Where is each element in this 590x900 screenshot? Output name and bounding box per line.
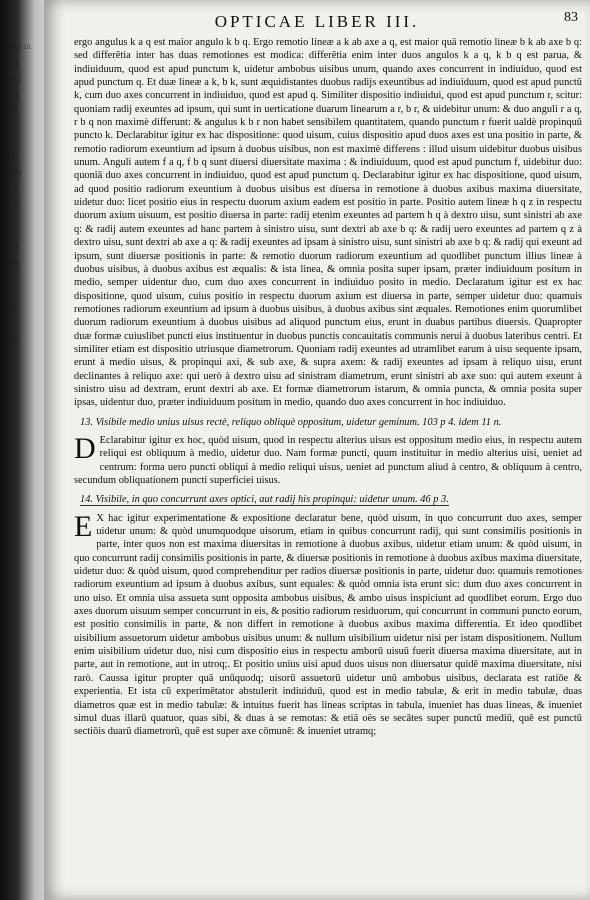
proposition-13: 13. Visibile medio unius uisus rectè, reliquo obliquè oppositum, uidetur geminum. 103 p 4. idem 11 n. [80, 416, 502, 428]
edge-fragment: t in [2, 301, 14, 311]
paragraph-2-text: Eclarabitur igitur ex hoc, quòd uisum, quod in respectu alterius uisus est oppositum medio eius, in respectu autem reliqui est obliquum à medio, uidetur duo. Nam formæ puncti, quum instituitur in medio alterius uisi, ueniet ad centrum: forma uero puncti obliqui à medio reliqui uisus, ueniet ad punctum aliud à centro, & obliquum à centro, secundum obliquationem puncti superficiei uisus. [74, 434, 582, 486]
edge-fragment: abelo in [2, 41, 31, 51]
paragraph-3-text: X hac igitur experimentatione & expositione declaratur bene, quòd uisum, in quo concurrunt duo axes, semper uidetur unum: & quòd unumquodque uisorum, etiam in quibus concurrunt radij, qui sunt consimilis positionis in parte, inter quos non est maxima diuersitas in remotione à duobus axibus, uidetur etiam unum: & quòd uisum, in quo concurrunt radij consimilis positionis in parte, & diuersæ positionis in remotione à duobus axibus maxima diuersitate, uidetur duo: & quòd uisum, quod comprehenditur per radios diuersæ positionis in parte, uidetur duo: quamuis remotiones radiorum exeuntium ad ipsum à duobus axibus, sunt equales: & quòd omnia ista erunt sic: dum duo axes concurrent in uno uiso. Et omnia uisa assueta sunt opposita ambobus uisibus, & ambo uisus inspiciunt ad quodlibet eorum. Ergo duo axes duorum uisuum semper concurrunt in eis, & positio radiorum residuorum, qui concurrunt in communi puncto eorum, est positio consimilis in parte, & non differt in remotione à duobus axibus maxima differentia. Et ideo quodlibet uisibilium assuetorum uidetur ambobus uisibus unum: & nullum uisibilium uidetur nisi per istam dispositionem. Nullum enim uisibilium uidetur duo, nisi cum dispositio eius in respectu amborū uisuū fuerit diuersa maxima diuersitate, aut in parte, aut in remotione, aut in utroq;. Et positio unius uisi apud duos uisus non diuersatur quidē maxima diuersitate, nisi rarò. Caussa igitur propter quā unūquodq; uisorū assuetorū uidetur unū ambobus uisibus, declarata est ratiōe & experientia. Et ista cū experimētator abstulerit indiuiduū, quod est in medio tabulæ, & erit in medio tabulæ, duas diametros quæ est in medio tabulæ: & intuitus fuerit has lineas scriptas in tabula, inueniet has duas lineas, & inueniet simul duas illarū quatuor, quas sibi, & duas à se remotas: & etiā oës se secātes super punctū mediū, quē est punctū sectiōis duarū diametrorū, quē est super axe cōmunē: & inueniet utramq; [74, 512, 582, 738]
page-header [44, 10, 590, 36]
paragraph-3 [74, 509, 582, 739]
edge-fragment: ter o [2, 241, 19, 251]
book-page [44, 0, 590, 900]
edge-fragment: a b m [2, 167, 22, 177]
edge-fragment: a a r [2, 183, 18, 193]
edge-fragment: r s r l [2, 73, 21, 83]
edge-fragment: ed in [2, 333, 20, 343]
paragraph-2 [74, 431, 582, 487]
proposition-14-text: 14. Visibile, in quo concurrunt axes optici, aut radij his propinqui: uidetur unum. 46 p 3. [80, 494, 449, 506]
edge-fragment: a b k [2, 57, 20, 67]
edge-fragment: a k k [2, 89, 20, 99]
page-body [74, 36, 582, 739]
edge-fragment: pe [2, 349, 11, 359]
edge-fragment: r b c [2, 199, 18, 209]
drop-cap-d: D [74, 431, 96, 465]
paragraph-1: ergo angulus k a q est maior angulo k b q. Ergo remotio lineæ a k ab axe a q, est maior quā remotio lineæ b k ab axe b q: sed differētia inter has duas remotiones est modica: differētia enim inter duos angulos k a q, k b q est parua, & indiuiduum, quod est apud punctum k, uidetur ambobus uisibus unum, quando axes concurrent in indiuiduo, quod est apud punctum q. Et duæ lineæ a k, b k, sunt æquidistantes duobus radijs exeuntibus ad indiuiduum, quod est apud punctū k, cum duo axes concurrent in indiuiduo, quod est apud q. Similiter dispositio indiuidui, quod est apud punctum r, scitur: quoniam radij exeuntes ad ipsum, qui sunt in uerticatione duarum linearum a r, b r, & uidebitur unum: & duo anguli r a q, r b q non maximè differunt: & angulus k b r non habet sensibilem quantitatem, quando punctum r fuerit ualdè propinquū puncto k. Declarabitur igitur ex hac dispositione: quod uisum, cuius dispositio apud duos axes est una positio in parte, & remotio radiorum exeuntium ad ipsum à duobus uisibus, non est maximè differens : illud uisum uidebitur duobus uisibus unum. Anguli autem f a q, f b q sunt diuersi diuersitate maxima : & indiuiduum, quod est apud punctum f, uidebitur duo: quoniā duo axes concurrent in indiuiduo, quod est apud punctum q. Declarabitur igitur ex hac dispositione, quod uisum, ad quod positio radiorum exeuntium à duobus uisibus est diuersa in remotione à duobus axibus maxima diuersitate, uidetur duo: licet positio eius in respectu duorum axium eadem est positio in parte. Positio autem lineæ h q z in respectu duorum axium uisuum, est positio diuersa in parte: radij etenim exeuntes ad partem h q à dextro uisu, sunt sinistri ab axe q: & radij autem exeuntes ad hanc partem à sinistro uisu, sunt dextri ab axe b q: & radij uero exeuntes ad partem q z à dextro uisu, sunt dextri ab axe a q: & radij exeuntes ad ipsam à sinistro uisu, sunt sinistri ab axe b q: & radij qui exeunt ad ipsum, sunt diuersæ positionis in parte: & remotio duorum radiorum exeuntium ad quodlibet punctum illius lineæ à duobus uisibus, à duobus axibus est æqualis: & ista linea, & omnia posita super ipsam, præter indiuiduum positum in medio, semper uidentur duo, cum duo axes concurrent in indiuiduo posito in medio. Declaratum igitur est ex hac dispositione, quod uisum, cuius positio in respectu duorum axium est diuersa in parte, semper uidetur duo: quamuis remotiones radiorum exeuntium ad ipsum à duobus uisibus, à duobus axibus sint æquales. Remotiones enim quorumlibet duorum radiorum exeuntium à duobus uisibus ad aliquod punctum eius, erunt in duabus partibus diuersis. Quapropter duæ formæ cuiuslibet puncti eius instituentur in duobus punctis concauitatis communis nerui à duobus lateribus centri. Et similiter etiam est dispositio utriusque diametrorum. Quoniam radij exeuntes ad utramlibet earum à uisu sequente ipsam, erunt à medio uisus, & propinqui axi, & sub axe, & supra axem: & radij exeuntes ad ipsam à reliquo uisu, erunt declinantes à reliquo axe: qui uerò à dextro uisu ad sinistram diametrum, erunt sinistri ab axe suo: qui autem exeunt à sinistro uisu ad dextram, erunt dextri ab axe. Et formæ diametrorum istarum, & omnia puncta, & omnia posita super ipsas, uidentur duo, præter indiuiduum positum in medio, quando duo axes concurrent in hoc indiuiduo. [74, 37, 582, 409]
edge-fragment: ple [2, 317, 13, 327]
edge-fragment: s ma [2, 257, 19, 267]
edge-fragment: f f b [2, 151, 17, 161]
page-number: 83 [564, 10, 578, 25]
drop-cap-e: E [74, 509, 93, 543]
proposition-14 [80, 493, 582, 506]
edge-fragment: b ab [2, 105, 18, 115]
running-head: OPTICAE LIBER III. [214, 12, 420, 31]
